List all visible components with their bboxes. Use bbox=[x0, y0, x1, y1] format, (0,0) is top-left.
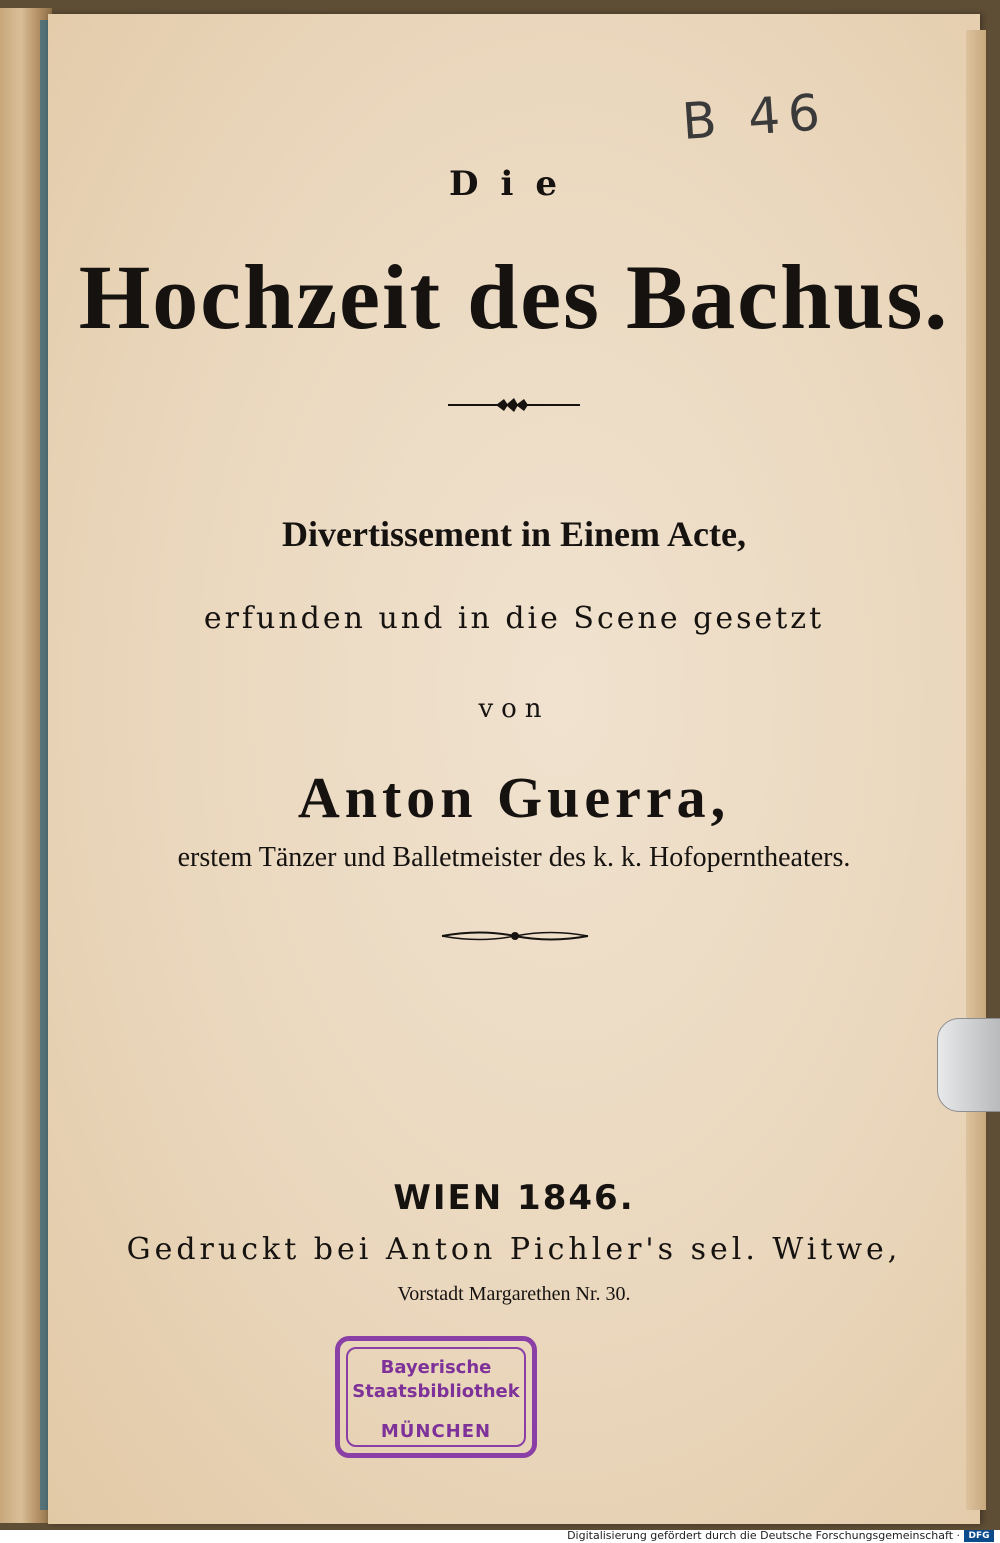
divider-ornament-icon bbox=[440, 925, 590, 947]
author-name: Anton Guerra, bbox=[297, 765, 731, 830]
imprint-city-year: WIEN 1846. bbox=[393, 1178, 635, 1218]
by-line: von bbox=[478, 694, 550, 724]
title-article: Die bbox=[448, 164, 580, 204]
imprint-address: Vorstadt Margarethen Nr. 30. bbox=[397, 1283, 631, 1305]
library-stamp bbox=[335, 1336, 537, 1458]
funding-notice: Digitalisierung gefördert durch die Deutsche Forschungsgemeinschaft · bbox=[567, 1529, 960, 1542]
dfg-logo: DFG bbox=[964, 1530, 994, 1542]
invention-line: erfunden und in die Scene gesetzt bbox=[203, 601, 825, 636]
author-role: erstem Tänzer und Balletmeister des k. k. Hofoperntheaters. bbox=[177, 842, 851, 873]
leaf-ornament-icon bbox=[448, 396, 580, 414]
binding-stripe bbox=[40, 20, 48, 1510]
subtitle: Divertissement in Einem Acte, bbox=[282, 514, 746, 554]
stamp-line-1: Bayerische bbox=[380, 1357, 492, 1378]
imprint-printer: Gedruckt bei Anton Pichler's sel. Witwe, bbox=[126, 1232, 902, 1267]
handwritten-shelfmark: B 46 bbox=[680, 82, 830, 152]
page-clip bbox=[937, 1018, 1000, 1112]
stamp-line-2: Staatsbibliothek bbox=[352, 1381, 520, 1402]
main-title: Hochzeit des Bachus. bbox=[78, 246, 950, 348]
stamp-line-3: MÜNCHEN bbox=[380, 1421, 492, 1442]
